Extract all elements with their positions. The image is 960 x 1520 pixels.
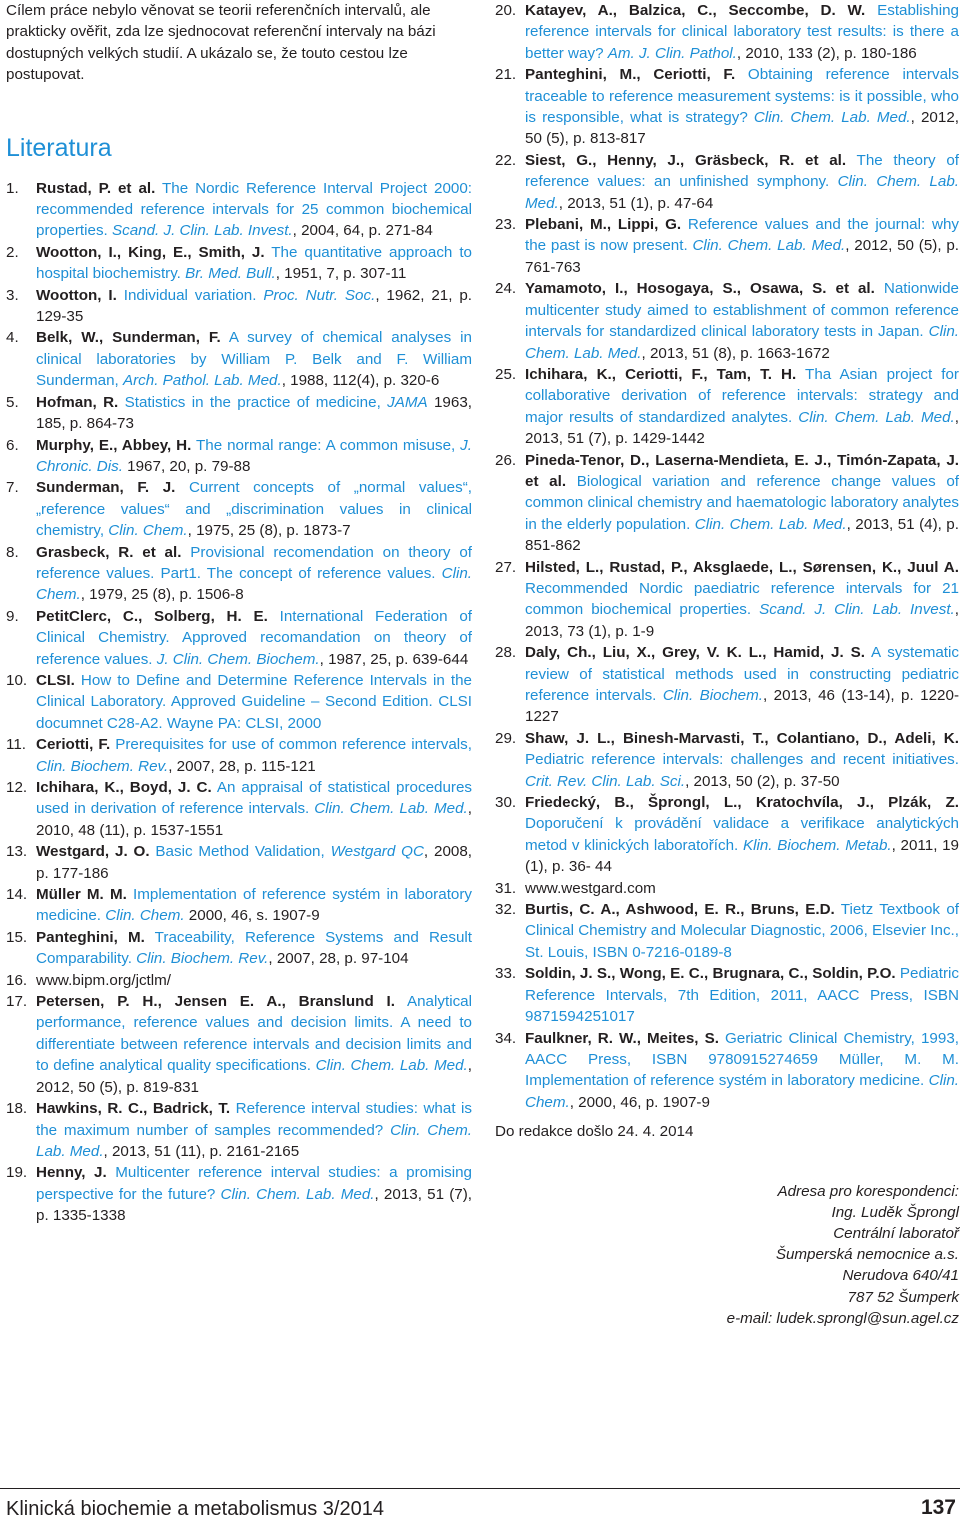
reference-item (6, 392, 472, 435)
reference-number: 23. (495, 216, 517, 234)
reference-journal: Clin. Chem. Lab. Med. (694, 515, 847, 533)
reference-item (6, 841, 472, 884)
reference-number: 34. (495, 1029, 517, 1047)
reference-item (6, 242, 472, 285)
address-line: Ing. Luděk Šprongl (831, 1203, 959, 1221)
reference-details: , 2013, 73 (1), p. 1-9 (525, 601, 959, 640)
received-note: Do redakce došlo 24. 4. 2014 (495, 1123, 694, 1141)
reference-item (6, 327, 472, 391)
reference-item (495, 150, 959, 214)
reference-title: Doporučení k provádění validace a verifikace analytických metod v klinických laboratořích. (525, 815, 959, 854)
reference-authors: Ichihara, K., Boyd, J. C. (36, 779, 212, 796)
reference-text (525, 728, 959, 792)
reference-item (6, 1098, 472, 1162)
reference-details: 1963, 185, p. 864-73 (36, 393, 472, 433)
reference-journal: Klin. Biochem. Metab. (742, 836, 892, 854)
reference-item (6, 1162, 472, 1226)
reference-text (36, 1098, 472, 1162)
reference-authors: PetitClerc, C., Solberg, H. E. (36, 607, 268, 625)
reference-details: 1967, 20, p. 79-88 (122, 457, 251, 475)
reference-title: Statistics in the practice of medicine, (118, 393, 388, 411)
address-email: e-mail: ludek.sprongl@sun.agel.cz (726, 1309, 959, 1327)
address-line: 787 52 Šumperk (847, 1288, 959, 1306)
reference-title: Prerequisites for use of common reference intervals, (110, 736, 472, 754)
reference-journal: Clin. Chem. Lab. Med. (798, 408, 955, 426)
reference-item (495, 642, 959, 728)
reference-details: , 1975, 25 (8), p. 1873-7 (187, 522, 351, 540)
reference-authors: Pineda-Tenor, D., Laserna-Mendieta, E. J., Timón-Zapata, J. et al. (525, 451, 959, 490)
reference-item (495, 899, 959, 963)
reference-journal: Clin. Chem. (108, 522, 188, 540)
reference-text (36, 991, 472, 1098)
right-column (495, 0, 959, 1329)
reference-list-left (6, 178, 472, 1227)
reference-journal: Clin. Chem. Lab. Med. (692, 237, 846, 255)
reference-number: 27. (495, 558, 517, 576)
reference-authors: Ichihara, K., Ceriotti, F., Tam, T. H. (525, 365, 797, 383)
reference-text (525, 899, 959, 963)
reference-title: The quantitative approach to hospital biochemistry. (36, 243, 472, 283)
literature-heading: Literatura (6, 133, 112, 162)
reference-journal: Clin. Biochem. Rev. (36, 757, 169, 775)
reference-details: , 2011, 19 (1), p. 36- 44 (525, 836, 959, 876)
reference-text (36, 927, 472, 970)
reference-details: , 2013, 51 (7), p. 1429-1442 (525, 408, 959, 448)
reference-details: , 2012, 50 (5), p. 819-831 (36, 1057, 472, 1096)
address-line: Centrální laboratoř (833, 1224, 959, 1242)
reference-details: , 1962, 21, p. 129-35 (36, 286, 473, 326)
reference-details: , 2013, 51 (1), p. 47-64 (558, 194, 714, 212)
left-column (6, 0, 472, 1227)
reference-authors: Hawkins, R. C., Badrick, T. (36, 1100, 231, 1118)
reference-authors: Faulkner, R. W., Meites, S. (525, 1029, 719, 1047)
footer-divider (0, 1488, 960, 1489)
reference-number: 31. (495, 879, 517, 897)
reference-text (36, 435, 472, 478)
reference-authors: Henny, J. (36, 1164, 107, 1182)
reference-item (6, 542, 472, 606)
reference-authors: Katayev, A., Balzica, C., Seccombe, D. W. (525, 2, 866, 19)
address-line: Adresa pro korespondenci: (777, 1182, 959, 1200)
reference-journal: Arch. Pathol. Lab. Med. (122, 372, 282, 390)
reference-journal: Clin. Chem. (105, 907, 185, 925)
reference-journal: Proc. Nutr. Soc. (263, 286, 376, 304)
reference-item (6, 777, 472, 841)
reference-item (6, 670, 472, 734)
reference-title: Establishing reference intervals for clinical laboratory test results: is there a better way? (525, 2, 959, 62)
reference-title: How to Define and Determine Reference Intervals in the Clinical Laboratory. Approved Guideline – Second Edition. CLSI documnet C28-A2. Wayne PA: CLSI, 2000 (36, 671, 472, 732)
reference-text (36, 392, 472, 435)
reference-number: 5. (6, 393, 19, 411)
reference-title: Implementation of reference systém in laboratory medicine. (36, 886, 473, 925)
reference-title: Biological variation and reference change values of common clinical chemistry and haematologic laboratory analytes in the elderly population. (525, 472, 959, 533)
reference-item (495, 278, 959, 364)
reference-number: 19. (6, 1164, 28, 1182)
reference-journal: Clin. Chem. (525, 1072, 959, 1111)
reference-title: Reference values and the journal: why the past is now present. (525, 216, 959, 255)
reference-details: , 1951, 7, p. 307-11 (275, 265, 407, 283)
reference-journal: Clin. Chem. (36, 564, 472, 604)
reference-authors: Petersen, P. H., Jensen E. A., Branslund I. (36, 993, 395, 1011)
reference-text (525, 963, 959, 1027)
reference-text (36, 285, 472, 328)
reference-item (6, 734, 472, 777)
reference-number: 13. (6, 843, 28, 861)
reference-item (6, 884, 472, 927)
reference-authors: Sunderman, F. J. (36, 479, 176, 497)
reference-item (495, 64, 959, 150)
reference-number: 3. (6, 286, 19, 304)
reference-details: , 2013, 51 (7), p. 1335-1338 (36, 1185, 472, 1225)
reference-number: 14. (6, 886, 28, 904)
reference-number: 2. (6, 243, 19, 261)
reference-number: 12. (6, 779, 28, 796)
reference-item (6, 477, 472, 541)
reference-number: 11. (6, 736, 26, 754)
reference-item (495, 878, 959, 899)
reference-title: Pediatric Reference Intervals, 7th Edition, 2011, AACC Press, ISBN 9871594251017 (525, 965, 959, 1026)
reference-title: Tha Asian project for collaborative derivation of reference intervals: strategy and major results of standardized analytes. (525, 365, 959, 426)
reference-authors: Daly, Ch., Liu, X., Grey, V. K. L., Hamid, J. S. (525, 644, 865, 662)
reference-item (6, 178, 472, 242)
reference-text (525, 792, 959, 878)
reference-text (36, 1162, 472, 1226)
reference-title: Provisional recomendation on theory of reference values. Part1. The concept of reference values. (36, 543, 472, 582)
reference-authors: Grasbeck, R. et al. (36, 543, 182, 561)
footer-journal-name: Klinická biochemie a metabolismus 3/2014 (6, 1498, 384, 1520)
reference-journal: Am. J. Clin. Pathol. (607, 44, 737, 62)
reference-title: Recommended Nordic paediatric reference intervals for 21 common biochemical properties. (525, 579, 959, 619)
reference-title: Nationwide multicenter study aimed to establishment of common reference intervals for standardized clinical laboratory tests in Japan. (525, 280, 959, 341)
reference-item (495, 450, 959, 557)
reference-journal: Clin. Chem. Lab. Med. (525, 173, 959, 212)
reference-text (36, 242, 472, 285)
reference-number: 17. (6, 993, 28, 1011)
reference-details: , 1988, 112(4), p. 320-6 (281, 372, 440, 390)
reference-details: , 2013, 51 (11), p. 2161-2165 (103, 1142, 300, 1160)
correspondence-address (495, 1181, 959, 1329)
intro-paragraph: Cílem práce nebylo věnovat se teorii referenčních intervalů, ale prakticky ověřit, zda lze sjednocovat referenční intervaly na bázi dostupných velkých studií. A ukázalo se, že touto cestou lze postupovat. (6, 2, 436, 84)
reference-journal: Clin. Chem. Lab. Med. (315, 1057, 468, 1075)
reference-journal: Clin. Chem. Lab. Med. (314, 800, 468, 818)
reference-item (6, 435, 472, 478)
reference-number: 22. (495, 151, 517, 169)
reference-journal: Scand. J. Clin. Lab. Invest. (111, 222, 293, 240)
reference-item (495, 963, 959, 1027)
reference-details: , 1979, 25 (8), p. 1506-8 (80, 586, 244, 604)
reference-item (495, 728, 959, 792)
reference-item (495, 792, 959, 878)
reference-authors: Westgard, J. O. (36, 843, 150, 861)
reference-text (36, 734, 472, 777)
reference-text (36, 970, 472, 991)
reference-authors: CLSI. (36, 671, 75, 689)
reference-authors: Friedecký, B., Šprongl, L., Kratochvíla, J., Plzák, Z. (525, 794, 959, 812)
reference-details: , 2008, p. 177-186 (36, 843, 472, 882)
reference-journal: Westgard QC (330, 843, 424, 861)
reference-journal: J. Chronic. Dis. (36, 436, 472, 475)
reference-number: 10. (6, 671, 28, 689)
reference-journal: Scand. J. Clin. Lab. Invest. (759, 601, 955, 619)
reference-title: A systematic review of statistical methods used in constructing pediatric reference intervals. (525, 644, 959, 704)
reference-title: The Nordic Reference Interval Project 2000: recommended reference intervals for 25 common biochemical properties. (36, 179, 472, 240)
address-line: Šumperská nemocnice a.s. (775, 1246, 959, 1264)
reference-details: , 2013, 51 (8), p. 1663-1672 (641, 344, 830, 362)
reference-item (6, 970, 472, 991)
reference-title: Reference interval studies: what is the maximum number of samples recommended? (36, 1100, 472, 1139)
reference-text (36, 178, 472, 242)
reference-journal: Br. Med. Bull. (185, 265, 276, 283)
reference-item (495, 214, 959, 278)
reference-details: 2000, 46, s. 1907-9 (184, 907, 320, 925)
reference-authors: Ceriotti, F. (36, 736, 111, 754)
reference-title: Current concepts of „normal values“, „reference values“ and „discrimination values in clinical chemistry, (36, 479, 472, 540)
reference-journal: Clin. Chem. Lab. Med. (753, 109, 911, 127)
reference-number: 25. (495, 365, 517, 383)
reference-number: 15. (6, 928, 28, 946)
reference-item (6, 991, 472, 1098)
reference-list-right (495, 0, 959, 1113)
reference-title: Multicenter reference interval studies: a promising perspective for the future? (36, 1164, 472, 1203)
reference-number: 21. (495, 66, 517, 84)
reference-authors: Siest, G., Henny, J., Gräsbeck, R. et al. (525, 151, 847, 169)
reference-details: , 2010, 133 (2), p. 180-186 (736, 44, 917, 62)
reference-text (525, 214, 959, 278)
reference-number: 6. (6, 436, 19, 454)
reference-details: , 2013, 51 (4), p. 851-862 (525, 515, 959, 555)
reference-number: 28. (495, 644, 517, 662)
reference-text (36, 542, 472, 606)
reference-text (36, 477, 472, 541)
reference-number: 20. (495, 2, 517, 19)
reference-journal: Clin. Chem. Lab. Med. (525, 323, 959, 362)
reference-authors: Panteghini, M., Ceriotti, F. (525, 66, 736, 84)
reference-authors: Belk, W., Sunderman, F. (36, 329, 221, 347)
reference-title: Analytical performance, reference values and decision limits. A need to differentiate between reference intervals and decision limits and to define analytical quality specifications. (36, 993, 472, 1075)
reference-text (525, 450, 959, 557)
reference-text (525, 1028, 959, 1114)
reference-details: www.bipm.org/jctlm/ (36, 971, 172, 989)
reference-authors: Müller M. M. (36, 886, 127, 904)
address-line: Nerudova 640/41 (842, 1267, 959, 1285)
reference-title: International Federation of Clinical Chemistry. Approved recomandation on theory of reference values. (36, 607, 472, 668)
reference-number: 1. (6, 179, 19, 197)
reference-number: 7. (6, 479, 19, 497)
reference-journal: Clin. Biochem. Rev. (136, 950, 269, 968)
reference-details: , 2012, 50 (5), p. 813-817 (525, 109, 959, 148)
reference-details: , 2007, 28, p. 97-104 (268, 950, 409, 968)
reference-text (36, 606, 472, 670)
reference-number: 16. (6, 971, 28, 989)
reference-authors: Hilsted, L., Rustad, P., Aksglaede, L., Sørensen, K., Juul A. (525, 558, 959, 576)
reference-authors: Wootton, I. (36, 286, 117, 304)
reference-journal: J. Clin. Chem. Biochem. (156, 650, 320, 668)
reference-authors: Plebani, M., Lippi, G. (525, 216, 682, 234)
reference-authors: Wootton, I., King, E., Smith, J. (36, 243, 265, 261)
reference-text (525, 878, 959, 899)
reference-journal: Clin. Chem. Lab. Med. (36, 1121, 472, 1160)
reference-number: 26. (495, 451, 517, 469)
reference-text (525, 642, 959, 728)
reference-authors: Rustad, P. et al. (36, 179, 156, 197)
reference-title: The normal range: A common misuse, (191, 436, 461, 454)
reference-number: 8. (6, 543, 19, 561)
reference-text (36, 884, 472, 927)
reference-text (525, 364, 959, 450)
reference-item (6, 606, 472, 670)
reference-title: Geriatric Clinical Chemistry, 1993, AACC Press, ISBN 9780915274659 Müller, M. M. Implementation of reference systém in laboratory medicine. (525, 1029, 959, 1090)
reference-title: A survey of chemical analyses in clinical laboratories by William P. Belk and F. William Sunderman, (36, 329, 472, 390)
reference-number: 9. (6, 607, 19, 625)
reference-text (525, 150, 959, 214)
reference-authors: Murphy, E., Abbey, H. (36, 436, 192, 454)
reference-details: , 2007, 28, p. 115-121 (168, 757, 316, 775)
reference-authors: Yamamoto, I., Hosogaya, S., Osawa, S. et al. (525, 280, 875, 298)
reference-text (525, 278, 959, 364)
reference-number: 18. (6, 1100, 28, 1118)
reference-title: Basic Method Validation, (149, 843, 331, 861)
reference-text (525, 64, 959, 150)
reference-authors: Hofman, R. (36, 393, 119, 411)
reference-journal: Crit. Rev. Clin. Lab. Sci. (525, 772, 686, 790)
reference-details: , 2010, 48 (11), p. 1537-1551 (36, 800, 472, 839)
reference-number: 33. (495, 965, 517, 983)
reference-text (36, 841, 472, 884)
reference-item (6, 927, 472, 970)
reference-number: 32. (495, 901, 517, 919)
reference-item (495, 0, 959, 64)
reference-details: , 2013, 50 (2), p. 37-50 (685, 772, 840, 790)
reference-text (525, 557, 959, 643)
reference-details: , 2012, 50 (5), p. 761-763 (525, 237, 959, 276)
reference-details: www.westgard.com (525, 879, 656, 897)
reference-title: Individual variation. (116, 286, 264, 304)
reference-text (36, 670, 472, 734)
reference-number: 29. (495, 729, 517, 747)
reference-title: Pediatric reference intervals: challenges and recent initiatives. (525, 751, 959, 769)
reference-item (495, 364, 959, 450)
reference-title: An appraisal of statistical procedures used in derivation of reference intervals. (36, 779, 473, 818)
reference-details: , 2000, 46, p. 1907-9 (569, 1093, 710, 1111)
reference-authors: Panteghini, M. (36, 928, 145, 946)
reference-authors: Soldin, J. S., Wong, E. C., Brugnara, C., Soldin, P.O. (525, 965, 896, 983)
reference-text (525, 0, 959, 64)
reference-title: Traceability, Reference Systems and Result Comparability. (36, 928, 472, 968)
reference-item (495, 1028, 959, 1114)
reference-item (6, 285, 472, 328)
reference-details: , 2004, 64, p. 271-84 (292, 222, 433, 240)
reference-text (36, 327, 472, 391)
reference-item (495, 557, 959, 643)
reference-number: 24. (495, 280, 517, 298)
reference-journal: Clin. Biochem. (662, 687, 763, 704)
reference-number: 4. (6, 329, 19, 347)
reference-details: , 2013, 46 (13-14), p. 1220-1227 (525, 687, 959, 726)
reference-journal: Clin. Chem. Lab. Med. (220, 1185, 375, 1203)
reference-text (36, 777, 472, 841)
reference-title: Obtaining reference intervals traceable to reference measurement systems: is it possible, who is responsible, what is strategy? (525, 66, 959, 127)
reference-details: , 1987, 25, p. 639-644 (319, 650, 469, 668)
reference-title: The theory of reference values: an unfinished symphony. (525, 151, 960, 191)
reference-journal: JAMA (387, 393, 428, 411)
reference-title: Tietz Textbook of Clinical Chemistry and Molecular Diagnostic, 2006, Elsevier Inc., St. Louis, ISBN 0-7216-0189-8 (525, 901, 959, 961)
footer-page-number: 137 (920, 1496, 956, 1519)
reference-authors: Burtis, C. A., Ashwood, E. R., Bruns, E.D. (525, 901, 835, 919)
reference-number: 30. (495, 794, 517, 812)
reference-authors: Shaw, J. L., Binesh-Marvasti, T., Colantiano, D., Adeli, K. (525, 729, 959, 747)
